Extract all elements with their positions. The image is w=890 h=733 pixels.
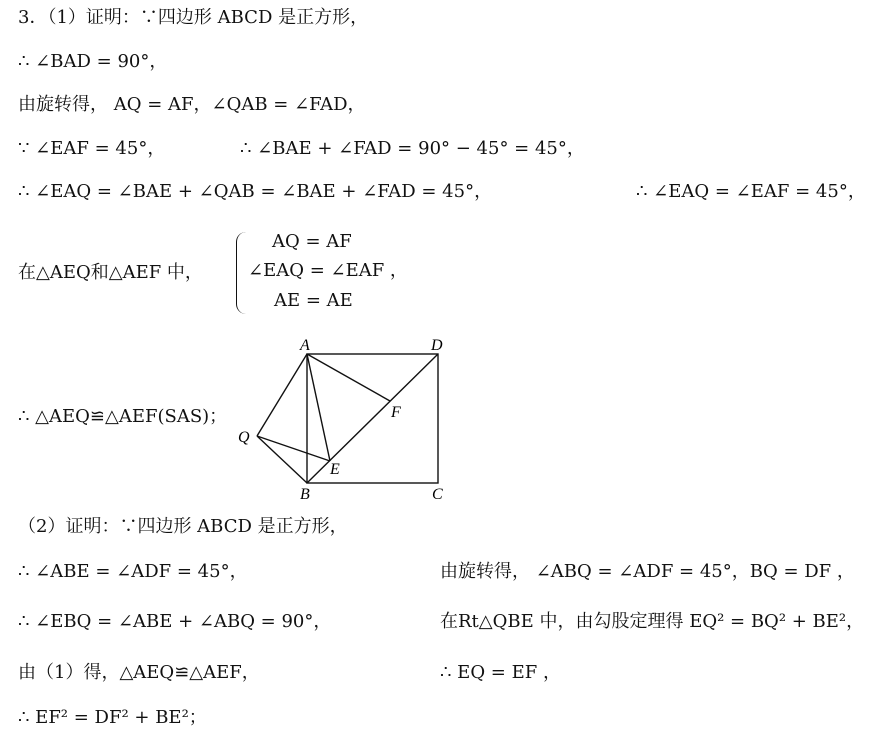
part2-line-5: ∴ EF² = DF² + BE²；	[18, 707, 207, 728]
part2-line-4b: ∴ EQ = EF ，	[440, 662, 561, 683]
part2-line-2b: 由旋转得， ∠ABQ = ∠ADF = 45°，BQ = DF ，	[440, 561, 855, 582]
part2-line-2a: ∴ ∠ABE = ∠ADF = 45°，	[18, 561, 248, 582]
segment-af	[307, 354, 390, 401]
system-eq-3: AE = AE	[274, 290, 353, 311]
system-eq-2: ∠EAQ = ∠EAF ，	[248, 260, 408, 281]
label-e: E	[330, 461, 340, 478]
part2-line-3b: 在Rt△QBE 中，由勾股定理得 EQ² = BQ² + BE²，	[440, 611, 865, 632]
part2-line-4a: 由（1）得，△AEQ≌△AEF，	[18, 662, 260, 683]
segment-aq	[257, 354, 307, 436]
diagonal-bd	[307, 354, 438, 483]
part2-line-1: （2）证明：∵四边形 ABCD 是正方形，	[18, 516, 348, 537]
part1-line-5b: ∴ ∠EAQ = ∠EAF = 45°，	[636, 181, 866, 202]
label-d: D	[431, 337, 443, 354]
part1-line-2: ∴ ∠BAD = 90°，	[18, 51, 168, 72]
label-q: Q	[238, 429, 250, 446]
part1-line-1: 3．（1）证明：∵四边形 ABCD 是正方形，	[18, 7, 369, 28]
part1-line-4a: ∵ ∠EAF = 45°，	[18, 138, 166, 159]
segment-qb	[257, 436, 307, 483]
part1-line-4b: ∴ ∠BAE + ∠FAD = 90° − 45° = 45°，	[240, 138, 585, 159]
segment-ae	[307, 354, 330, 461]
part1-line-3: 由旋转得， AQ = AF，∠QAB = ∠FAD，	[18, 94, 366, 115]
part2-line-3a: ∴ ∠EBQ = ∠ABE + ∠ABQ = 90°，	[18, 611, 332, 632]
label-a: A	[300, 337, 310, 354]
part1-line-6-prefix: 在△AEQ和△AEF 中，	[18, 262, 203, 283]
segment-qe	[257, 436, 330, 461]
part1-line-7: ∴ △AEQ≌△AEF(SAS)；	[18, 406, 228, 427]
part1-line-5a: ∴ ∠EAQ = ∠BAE + ∠QAB = ∠BAE + ∠FAD = 45°，	[18, 181, 493, 202]
label-f: F	[391, 404, 401, 421]
label-b: B	[300, 486, 310, 503]
system-eq-1: AQ = AF	[272, 231, 352, 252]
label-c: C	[432, 486, 443, 503]
